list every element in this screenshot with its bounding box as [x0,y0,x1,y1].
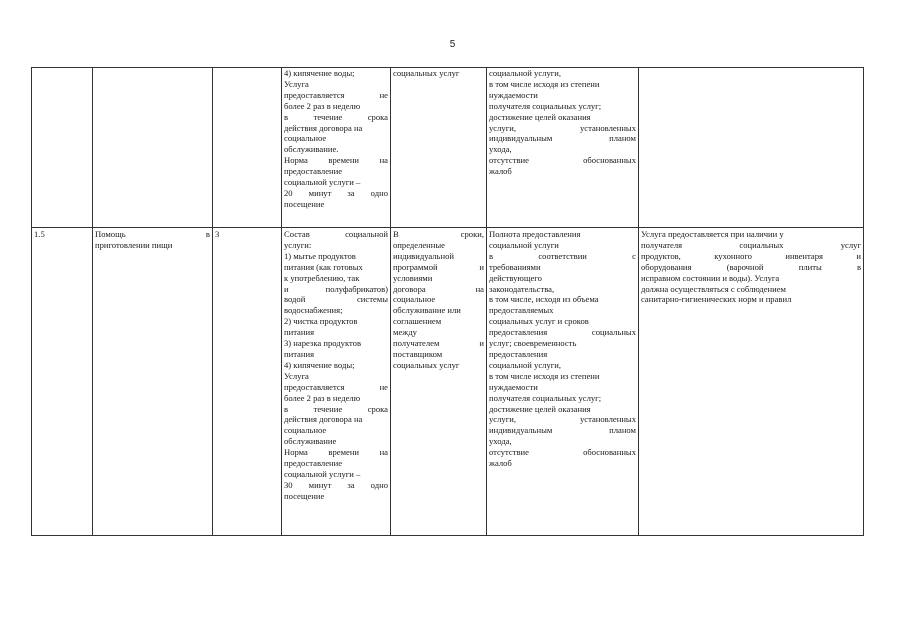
text-line: продуктов, кухонного инвентаря и [641,250,861,261]
text-line: питания [284,348,315,359]
text-line: социальных услуг и сроков [489,316,589,327]
text-line: социальное [284,133,327,144]
text-line: получателя социальных услуг; [489,392,602,403]
text-line: социальной услуги – [284,468,361,479]
cell-conditions [639,228,864,536]
text-line: договора на [393,283,484,294]
text-line: условиями [393,272,433,283]
cell-number [32,68,93,228]
text-line: соглашением [393,316,442,327]
text-line: жалоб [489,458,512,469]
text-line: предоставления социальных [489,327,636,338]
text-line: Норма времени на [284,155,388,166]
text-line: в том числе исходя из степени [489,78,600,89]
text-line: в течение срока [284,403,388,414]
text-line: социальных услуг [393,359,460,370]
text-line: социальной услуги, [489,359,562,370]
text-line: действия договора на [284,414,363,425]
cell-code [213,68,282,228]
text-line: предоставляемых [489,305,554,316]
text-line: действия договора на [284,122,363,133]
cell-conditions [639,68,864,228]
text-line: более 2 раз в неделю [284,392,361,403]
text-line: социальной услуги – [284,177,361,188]
text-line: индивидуальным планом [489,425,636,436]
cell-service-name [93,68,213,228]
cell-quality-indicators [487,228,639,536]
text-line: услуги, установленных [489,122,636,133]
text-line: Состав социальной [284,229,388,239]
cell-service-name [93,228,213,536]
cell-terms [391,228,487,536]
text-line: социальной услуги [489,239,559,250]
text-line: законодательства, [489,283,555,294]
text-line: в соответствии с [489,250,636,261]
text-line: отсутствие обоснованных [489,447,636,458]
cell-code-text: 3 [215,229,220,239]
text-line: Услуга предоставляется при наличии у [641,229,784,239]
text-line: 4) кипячение воды; [284,68,355,78]
text-line: обслуживание или [393,305,461,316]
page-number: 5 [449,39,456,50]
text-line: санитарно-гигиенических норм и правил [641,294,792,305]
text-line: требованиями [489,261,541,272]
text-line: предоставления [489,348,548,359]
text-line: посещение [284,198,325,209]
text-line: приготовлении пищи [95,239,173,250]
text-line: получателя социальных услуг; [489,100,602,111]
table-row [32,68,864,228]
text-line: социальное [393,294,436,305]
text-line: предоставляется не [284,381,388,392]
text-line: 3) нарезка продуктов [284,338,362,349]
text-line: Услуга [284,78,309,89]
text-line: социальное [284,425,327,436]
text-line: Услуга [284,370,309,381]
text-line: индивидуальной [393,250,454,261]
text-line: 4) кипячение воды; [284,359,355,370]
text-line: исправном состоянии и воды). Услуга [641,272,780,283]
text-line: достижение целей оказания [489,111,591,122]
text-line: к употреблению, так [284,272,360,283]
text-line: 20 минут за одно [284,187,388,198]
text-line: социальной услуги, [489,68,562,78]
text-line: получателем и [393,338,484,349]
text-line: оборудования (варочной плиты в [641,261,861,272]
services-table [31,67,864,536]
text-line: жалоб [489,166,512,177]
table-row [32,228,864,536]
text-line: более 2 раз в неделю [284,100,361,111]
text-line: водой системы [284,294,388,305]
cell-composition [282,68,391,228]
text-line: действующего [489,272,542,283]
text-line: отсутствие обоснованных [489,155,636,166]
cell-composition [282,228,391,536]
text-line: должна осуществляться с соблюдением [641,283,786,294]
text-line: достижение целей оказания [489,403,591,414]
text-line: поставщиком [393,348,443,359]
text-line: 2) чистка продуктов [284,316,358,327]
text-line: в течение срока [284,111,388,122]
text-line: Помощь в [95,229,210,239]
cell-number [32,228,93,536]
text-line: предоставление [284,458,343,469]
text-line: ухода, [489,144,512,155]
text-line: 1) мытье продуктов [284,250,356,261]
text-line: обслуживание. [284,144,339,155]
text-line: определенные [393,239,445,250]
cell-terms [391,68,487,228]
text-line: получателя социальных услуг [641,239,861,250]
text-line: водоснабжения; [284,305,343,316]
text-line: посещение [284,490,325,501]
text-line: предоставляется не [284,89,388,100]
text-line: предоставление [284,166,343,177]
text-line: программой и [393,261,484,272]
text-line: обслуживание [284,436,337,447]
text-line: питания (как готовых [284,261,363,272]
cell-code [213,228,282,536]
text-line: нуждаемости [489,89,538,100]
text-line: нуждаемости [489,381,538,392]
text-line: и полуфабрикатов) [284,283,388,294]
text-line: услуги: [284,239,312,250]
text-line: в том числе, исходя из объема [489,294,599,305]
text-line: питания [284,327,315,338]
cell-number-text: 1.5 [34,229,45,239]
text-line: услуг; своевременность [489,338,577,349]
text-line: ухода, [489,436,512,447]
text-line: Полнота предоставления [489,229,581,239]
text-line: между [393,327,417,338]
text-line: 30 минут за одно [284,479,388,490]
text-line: в том числе исходя из степени [489,370,600,381]
text-line: Норма времени на [284,447,388,458]
cell-quality-indicators [487,68,639,228]
text-line: социальных услуг [393,68,460,78]
text-line: В сроки, [393,229,484,239]
text-line: услуги, установленных [489,414,636,425]
text-line: индивидуальным планом [489,133,636,144]
